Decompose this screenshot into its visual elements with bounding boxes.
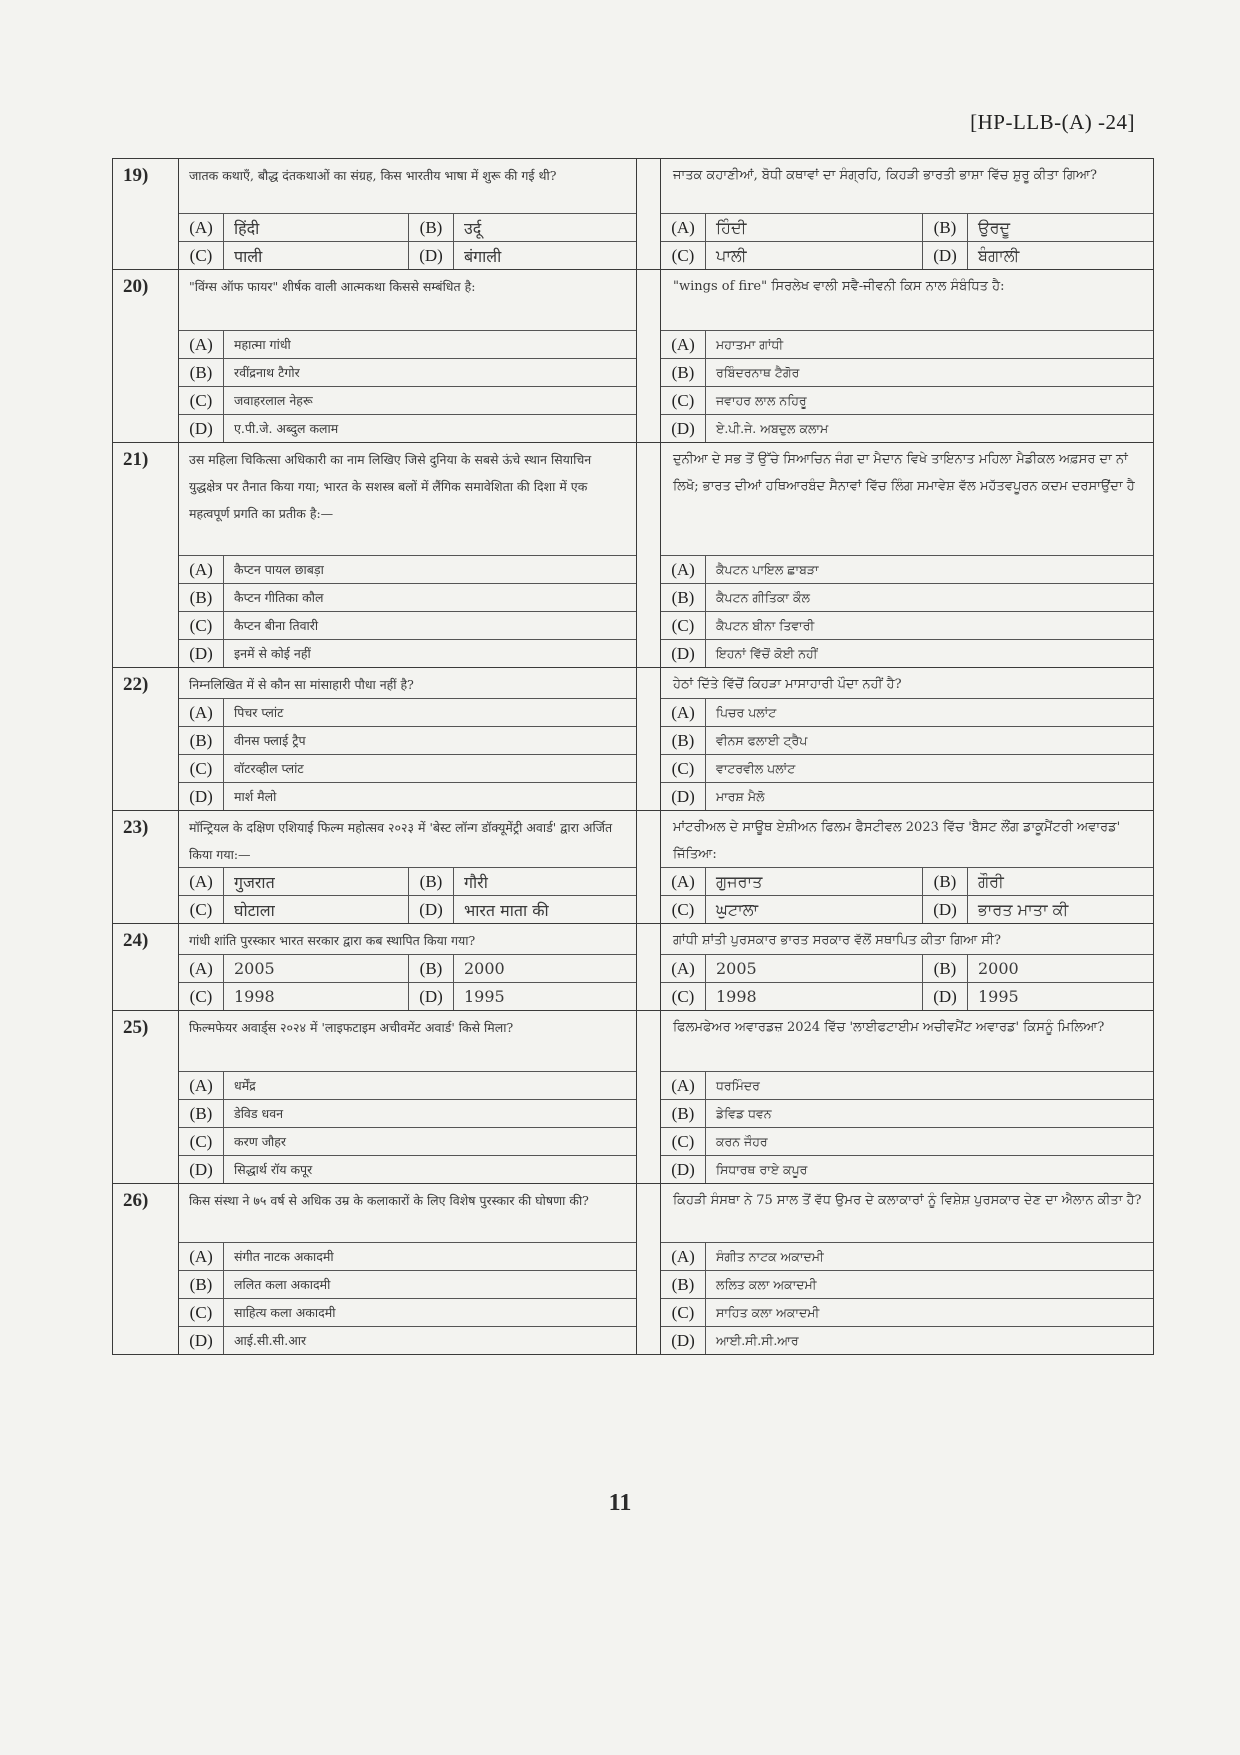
hindi-column bbox=[179, 1184, 637, 1354]
option bbox=[409, 214, 636, 241]
option-text: वीनस फ्लाई ट्रैप bbox=[234, 733, 306, 748]
option bbox=[923, 214, 1153, 241]
option bbox=[923, 242, 1153, 269]
question-number: 25) bbox=[113, 1011, 179, 1183]
option-letter: (C) bbox=[661, 755, 706, 782]
option-text: कैप्टन पायल छाबड़ा bbox=[234, 562, 324, 577]
column-gap bbox=[637, 1184, 661, 1354]
option bbox=[179, 1271, 636, 1299]
option bbox=[661, 955, 923, 982]
option-letter: (D) bbox=[923, 242, 968, 269]
option-text: ਬੰਗਾਲੀ bbox=[978, 245, 1020, 265]
punjabi-column bbox=[661, 159, 1153, 269]
option bbox=[661, 584, 1153, 612]
question-row bbox=[113, 443, 1153, 668]
option-letter: (D) bbox=[179, 415, 224, 442]
hindi-column bbox=[179, 811, 637, 923]
option-text: डेविड धवन bbox=[234, 1106, 284, 1121]
option bbox=[923, 896, 1153, 923]
option-text: गुजरात bbox=[234, 872, 275, 892]
options bbox=[179, 330, 636, 442]
option-letter: (D) bbox=[923, 983, 968, 1010]
option-letter: (B) bbox=[923, 214, 968, 241]
option-text: ललित कला अकादमी bbox=[234, 1277, 331, 1292]
option-letter: (B) bbox=[661, 1271, 706, 1298]
option-pair bbox=[179, 868, 636, 896]
option-letter: (C) bbox=[661, 896, 706, 923]
option-text: ਵਾਟਰਵੀਲ ਪਲਾਂਟ bbox=[716, 760, 796, 776]
option-text: ए.पी.जे. अब्दुल कलाम bbox=[234, 421, 339, 436]
punjabi-column bbox=[661, 270, 1153, 442]
option bbox=[661, 868, 923, 895]
option bbox=[409, 983, 636, 1010]
option-text: उर्दू bbox=[464, 218, 482, 238]
options bbox=[179, 698, 636, 810]
punjabi-column bbox=[661, 1184, 1153, 1354]
options bbox=[661, 954, 1153, 1010]
option-letter: (C) bbox=[179, 1128, 224, 1155]
option bbox=[923, 868, 1153, 895]
option bbox=[179, 584, 636, 612]
option bbox=[661, 1156, 1153, 1183]
option-text: ਸਾਹਿਤ ਕਲਾ ਅਕਾਦਮੀ bbox=[716, 1304, 820, 1320]
question-text-punjabi: ਫਿਲਮਫੇਅਰ ਅਵਾਰਡਜ਼ 2024 ਵਿੱਚ 'ਲਾਈਫਟਾਈਮ ਅਚੀਵਮੈਂਟ ਅਵਾਰਡ' ਕਿਸਨੂੰ ਮਿਲਿਆ? bbox=[673, 1020, 1105, 1035]
options bbox=[661, 698, 1153, 810]
option bbox=[179, 1128, 636, 1156]
option bbox=[661, 1299, 1153, 1327]
option-letter: (C) bbox=[179, 983, 224, 1010]
option bbox=[179, 359, 636, 387]
option bbox=[179, 242, 409, 269]
option bbox=[179, 1299, 636, 1327]
option bbox=[179, 755, 636, 783]
option-letter: (B) bbox=[661, 584, 706, 611]
option-pair bbox=[661, 242, 1153, 269]
option bbox=[661, 387, 1153, 415]
option-letter: (A) bbox=[661, 955, 706, 982]
option-letter: (D) bbox=[179, 783, 224, 810]
options bbox=[661, 330, 1153, 442]
option-letter: (A) bbox=[661, 868, 706, 895]
question-row bbox=[113, 1011, 1153, 1184]
option-text: ਮਾਰਸ਼ ਮੈਲੋ bbox=[716, 788, 765, 804]
option-letter: (A) bbox=[661, 699, 706, 726]
option-text: ਭਾਰਤ ਮਾਤਾ ਕੀ bbox=[978, 899, 1069, 919]
question-text-hindi: उस महिला चिकित्सा अधिकारी का नाम लिखिए जिसे दुनिया के सबसे ऊंचे स्थान सियाचिन युद्धक्षेत्र पर तैनात किया गया; भारत के सशस्त्र बलों में लैंगिक समावेशिता की दिशा में एक महत्वपूर्ण प्रगति का प्रतीक है:— bbox=[189, 452, 592, 521]
option bbox=[179, 783, 636, 810]
option-letter: (B) bbox=[661, 359, 706, 386]
option-letter: (D) bbox=[179, 1156, 224, 1183]
option bbox=[661, 331, 1153, 359]
option-letter: (D) bbox=[661, 1327, 706, 1354]
punjabi-column bbox=[661, 668, 1153, 810]
option-text: ਉਰਦੂ bbox=[978, 217, 1011, 237]
option-letter: (A) bbox=[179, 1072, 224, 1099]
option bbox=[661, 896, 923, 923]
column-gap bbox=[637, 270, 661, 442]
option-text: घोटाला bbox=[234, 900, 275, 920]
option-letter: (D) bbox=[179, 640, 224, 667]
option bbox=[179, 640, 636, 667]
option-pair bbox=[661, 868, 1153, 896]
column-gap bbox=[637, 924, 661, 1010]
option bbox=[179, 955, 409, 982]
option-letter: (B) bbox=[179, 359, 224, 386]
option-letter: (C) bbox=[661, 242, 706, 269]
option-text: साहित्य कला अकादमी bbox=[234, 1305, 336, 1320]
option-text: पिचर प्लांट bbox=[234, 705, 284, 720]
option-text: ਸੰਗੀਤ ਨਾਟਕ ਅਕਾਦਮੀ bbox=[716, 1248, 824, 1264]
option bbox=[661, 359, 1153, 387]
question-row bbox=[113, 668, 1153, 811]
option bbox=[179, 214, 409, 241]
option-text: ਏ.ਪੀ.ਜੇ. ਅਬਦੁਲ ਕਲਾਮ bbox=[716, 420, 829, 436]
option-letter: (C) bbox=[661, 1299, 706, 1326]
question-number: 26) bbox=[113, 1184, 179, 1354]
option-text: ਕਰਨ ਜੌਹਰ bbox=[716, 1133, 768, 1149]
option-letter: (B) bbox=[179, 1100, 224, 1127]
option bbox=[661, 415, 1153, 442]
option bbox=[179, 1072, 636, 1100]
option bbox=[923, 955, 1153, 982]
question-text-punjabi: ਕਿਹੜੀ ਸੰਸਥਾ ਨੇ 75 ਸਾਲ ਤੋਂ ਵੱਧ ਉਮਰ ਦੇ ਕਲਾਕਾਰਾਂ ਨੂੰ ਵਿਸ਼ੇਸ਼ ਪੁਰਸਕਾਰ ਦੇਣ ਦਾ ਐਲਾਨ ਕੀਤਾ ਹੈ? bbox=[673, 1193, 1142, 1208]
option-text: 1995 bbox=[464, 987, 505, 1006]
option-text: इनमें से कोई नहीं bbox=[234, 646, 311, 661]
option-letter: (B) bbox=[409, 868, 454, 895]
option bbox=[661, 727, 1153, 755]
option-letter: (C) bbox=[661, 387, 706, 414]
option-pair bbox=[661, 896, 1153, 923]
option-letter: (D) bbox=[409, 242, 454, 269]
question-table bbox=[112, 158, 1154, 1355]
column-gap bbox=[637, 668, 661, 810]
option-letter: (A) bbox=[179, 331, 224, 358]
punjabi-column bbox=[661, 443, 1153, 667]
hindi-column bbox=[179, 924, 637, 1010]
column-gap bbox=[637, 159, 661, 269]
option bbox=[661, 640, 1153, 667]
option bbox=[661, 1243, 1153, 1271]
option bbox=[409, 955, 636, 982]
option-letter: (C) bbox=[661, 1128, 706, 1155]
option-text: 1998 bbox=[234, 987, 275, 1006]
option bbox=[179, 331, 636, 359]
question-row bbox=[113, 1184, 1153, 1354]
option-pair bbox=[179, 896, 636, 923]
option bbox=[661, 612, 1153, 640]
question-number: 24) bbox=[113, 924, 179, 1010]
question-text-hindi: निम्नलिखित में से कौन सा मांसाहारी पौधा नहीं है? bbox=[189, 677, 414, 692]
options bbox=[179, 954, 636, 1010]
options bbox=[661, 1071, 1153, 1183]
options bbox=[661, 213, 1153, 269]
option bbox=[179, 1327, 636, 1354]
question-row bbox=[113, 159, 1153, 270]
option bbox=[661, 699, 1153, 727]
question-text-hindi: गांधी शांति पुरस्कार भारत सरकार द्वारा कब स्थापित किया गया? bbox=[189, 933, 476, 948]
option bbox=[661, 1072, 1153, 1100]
options bbox=[179, 555, 636, 667]
options bbox=[179, 867, 636, 923]
option-text: पाली bbox=[234, 246, 263, 266]
option-letter: (A) bbox=[179, 868, 224, 895]
option-letter: (C) bbox=[661, 983, 706, 1010]
option bbox=[409, 868, 636, 895]
option-letter: (B) bbox=[923, 955, 968, 982]
option-text: ਰਬਿੰਦਰਨਾਥ ਟੈਗੋਰ bbox=[716, 364, 800, 380]
option-text: ਗੌਰੀ bbox=[978, 871, 1004, 891]
option bbox=[179, 1156, 636, 1183]
option-text: ਕੈਪਟਨ ਬੀਨਾ ਤਿਵਾਰੀ bbox=[716, 617, 815, 633]
option-text: ਹਿੰਦੀ bbox=[716, 217, 747, 237]
options bbox=[179, 1071, 636, 1183]
option-letter: (A) bbox=[179, 1243, 224, 1270]
option-letter: (A) bbox=[179, 955, 224, 982]
option-text: ਘੁਟਾਲਾ bbox=[716, 899, 759, 919]
option-text: धर्मेंद्र bbox=[234, 1078, 256, 1093]
option-text: ਪਿਚਰ ਪਲਾਂਟ bbox=[716, 704, 777, 720]
punjabi-column bbox=[661, 1011, 1153, 1183]
question-number: 22) bbox=[113, 668, 179, 810]
hindi-column bbox=[179, 270, 637, 442]
option-pair bbox=[661, 983, 1153, 1010]
question-number: 19) bbox=[113, 159, 179, 269]
option-text: गौरी bbox=[464, 872, 488, 892]
option-letter: (A) bbox=[179, 556, 224, 583]
options bbox=[179, 213, 636, 269]
option-pair bbox=[179, 242, 636, 269]
option-text: करण जौहर bbox=[234, 1134, 286, 1149]
option-text: ਆਈ.ਸੀ.ਸੀ.ਆਰ bbox=[716, 1332, 799, 1348]
option-text: भारत माता की bbox=[464, 900, 549, 920]
option-text: मार्श मैलो bbox=[234, 789, 277, 804]
option-letter: (D) bbox=[661, 783, 706, 810]
hindi-column bbox=[179, 159, 637, 269]
option-text: ਮਹਾਤਮਾ ਗਾਂਧੀ bbox=[716, 336, 784, 352]
option bbox=[661, 783, 1153, 810]
option-text: 2000 bbox=[464, 959, 505, 978]
option-letter: (B) bbox=[179, 584, 224, 611]
option-letter: (A) bbox=[661, 556, 706, 583]
option bbox=[661, 1128, 1153, 1156]
option bbox=[179, 1100, 636, 1128]
option-pair bbox=[661, 214, 1153, 242]
option bbox=[661, 983, 923, 1010]
column-gap bbox=[637, 811, 661, 923]
option-text: 1998 bbox=[716, 987, 757, 1006]
options bbox=[661, 555, 1153, 667]
option-text: संगीत नाटक अकादमी bbox=[234, 1249, 334, 1264]
option-letter: (A) bbox=[661, 1072, 706, 1099]
option-letter: (D) bbox=[409, 896, 454, 923]
option-pair bbox=[179, 983, 636, 1010]
option-pair bbox=[661, 955, 1153, 983]
question-text-hindi: फिल्मफेयर अवार्ड्स २०२४ में 'लाइफटाइम अचीवमेंट अवार्ड' किसे मिला? bbox=[189, 1020, 514, 1035]
question-text-punjabi: ਗਾਂਧੀ ਸ਼ਾਂਤੀ ਪੁਰਸਕਾਰ ਭਾਰਤ ਸਰਕਾਰ ਵੱਲੋਂ ਸਥਾਪਿਤ ਕੀਤਾ ਗਿਆ ਸੀ? bbox=[673, 933, 1001, 948]
option-letter: (C) bbox=[179, 612, 224, 639]
option-letter: (B) bbox=[661, 1100, 706, 1127]
question-text-punjabi: "wings of fire" ਸਿਰਲੇਖ ਵਾਲੀ ਸਵੈ-ਜੀਵਨੀ ਕਿਸ ਨਾਲ ਸੰਬੰਧਿਤ ਹੈ: bbox=[673, 279, 1005, 294]
option bbox=[179, 612, 636, 640]
punjabi-column bbox=[661, 811, 1153, 923]
option-letter: (B) bbox=[179, 1271, 224, 1298]
option-letter: (C) bbox=[179, 755, 224, 782]
option-text: ਸਿਧਾਰਥ ਰਾਏ ਕਪੂਰ bbox=[716, 1161, 808, 1177]
page-number: 11 bbox=[608, 1490, 632, 1516]
option-text: ਡੇਵਿਡ ਧਵਨ bbox=[716, 1105, 772, 1121]
column-gap bbox=[637, 1011, 661, 1183]
option-letter: (D) bbox=[179, 1327, 224, 1354]
option-text: कैप्टन गीतिका कौल bbox=[234, 590, 324, 605]
option-text: ਜਵਾਹਰ ਲਾਲ ਨਹਿਰੂ bbox=[716, 392, 807, 408]
question-row bbox=[113, 924, 1153, 1011]
option bbox=[923, 983, 1153, 1010]
option bbox=[179, 727, 636, 755]
question-number: 20) bbox=[113, 270, 179, 442]
option-letter: (C) bbox=[179, 387, 224, 414]
option-letter: (A) bbox=[179, 699, 224, 726]
question-number: 23) bbox=[113, 811, 179, 923]
hindi-column bbox=[179, 1011, 637, 1183]
option-letter: (A) bbox=[661, 1243, 706, 1270]
option-text: ਕੈਪਟਨ ਪਾਇਲ ਛਾਬੜਾ bbox=[716, 561, 819, 577]
question-text-punjabi: ਹੇਠਾਂ ਦਿੱਤੇ ਵਿੱਚੋਂ ਕਿਹੜਾ ਮਾਸਾਹਾਰੀ ਪੌਦਾ ਨਹੀਂ ਹੈ? bbox=[673, 677, 902, 692]
option-text: ਲਲਿਤ ਕਲਾ ਅਕਾਦਮੀ bbox=[716, 1276, 817, 1292]
question-text-punjabi: ਦੁਨੀਆ ਦੇ ਸਭ ਤੋਂ ਉੱਚੇ ਸਿਆਚਿਨ ਜੰਗ ਦਾ ਮੈਦਾਨ ਵਿਖੇ ਤਾਇਨਾਤ ਮਹਿਲਾ ਮੈਡੀਕਲ ਅਫ਼ਸਰ ਦਾ ਨਾਂ ਲਿਖੋ; ਭਾਰਤ ਦੀਆਂ ਹਥਿਆਰਬੰਦ ਸੈਨਾਵਾਂ ਵਿੱਚ ਲਿੰਗ ਸਮਾਵੇਸ਼ ਵੱਲ ਮਹੱਤਵਪੂਰਨ ਕਦਮ ਦਰਸਾਉਂਦਾ ਹੈ bbox=[673, 452, 1135, 494]
option bbox=[661, 1100, 1153, 1128]
option-letter: (D) bbox=[661, 415, 706, 442]
options bbox=[661, 1242, 1153, 1354]
option-text: कैप्टन बीना तिवारी bbox=[234, 618, 319, 633]
punjabi-column bbox=[661, 924, 1153, 1010]
option-text: जवाहरलाल नेहरू bbox=[234, 393, 313, 408]
option-text: ਇਹਨਾਂ ਵਿੱਚੋਂ ਕੋਈ ਨਹੀਂ bbox=[716, 645, 818, 661]
question-text-punjabi: ਜਾਤਕ ਕਹਾਣੀਆਂ, ਬੋਧੀ ਕਥਾਵਾਂ ਦਾ ਸੰਗ੍ਰਹਿ, ਕਿਹੜੀ ਭਾਰਤੀ ਭਾਸ਼ਾ ਵਿੱਚ ਸ਼ੁਰੂ ਕੀਤਾ ਗਿਆ? bbox=[673, 168, 1097, 183]
option bbox=[179, 415, 636, 442]
option-text: ਕੈਪਟਨ ਗੀਤਿਕਾ ਕੌਲ bbox=[716, 589, 810, 605]
options bbox=[179, 1242, 636, 1354]
option-letter: (C) bbox=[179, 896, 224, 923]
question-text-hindi: मॉन्ट्रियल के दक्षिण एशियाई फिल्म महोत्सव २०२३ में 'बेस्ट लॉन्ग डॉक्यूमेंट्री अवार्ड' द्वारा अर्जित किया गया:— bbox=[189, 820, 613, 862]
question-text-hindi: किस संस्था ने ७५ वर्ष से अधिक उम्र के कलाकारों के लिए विशेष पुरस्कार की घोषणा की? bbox=[189, 1193, 589, 1208]
option bbox=[661, 1327, 1153, 1354]
option-text: 2005 bbox=[234, 959, 275, 978]
option-pair bbox=[179, 955, 636, 983]
option-letter: (A) bbox=[661, 331, 706, 358]
question-row bbox=[113, 270, 1153, 443]
column-gap bbox=[637, 443, 661, 667]
option-letter: (D) bbox=[923, 896, 968, 923]
option bbox=[179, 983, 409, 1010]
option bbox=[409, 242, 636, 269]
question-text-punjabi: ਮਾਂਟਰੀਅਲ ਦੇ ਸਾਊਥ ਏਸ਼ੀਅਨ ਫਿਲਮ ਫੈਸਟੀਵਲ 2023 ਵਿੱਚ 'ਬੈਸਟ ਲੌਂਗ ਡਾਕੂਮੈਂਟਰੀ ਅਵਾਰਡ' ਜਿੱਤਿਆ: bbox=[673, 820, 1121, 862]
option-letter: (C) bbox=[179, 1299, 224, 1326]
question-text-hindi: "विंग्स ऑफ फायर" शीर्षक वाली आत्मकथा किससे सम्बंधित है: bbox=[189, 279, 476, 294]
option bbox=[179, 868, 409, 895]
option-letter: (A) bbox=[179, 214, 224, 241]
option-letter: (B) bbox=[409, 214, 454, 241]
paper-code: [HP-LLB-(A) -24] bbox=[970, 110, 1135, 134]
option-text: ਪਾਲੀ bbox=[716, 245, 747, 265]
option-text: रवींद्रनाथ टैगोर bbox=[234, 365, 300, 380]
option-text: 1995 bbox=[978, 987, 1019, 1006]
option bbox=[179, 896, 409, 923]
option bbox=[661, 242, 923, 269]
option bbox=[179, 556, 636, 584]
option-letter: (D) bbox=[661, 640, 706, 667]
hindi-column bbox=[179, 668, 637, 810]
option-text: ਧਰਮਿੰਦਰ bbox=[716, 1077, 760, 1093]
option-pair bbox=[179, 214, 636, 242]
option-text: ਵੀਨਸ ਫਲਾਈ ਟ੍ਰੈਪ bbox=[716, 732, 808, 748]
option-letter: (C) bbox=[179, 242, 224, 269]
option-text: 2000 bbox=[978, 959, 1019, 978]
option bbox=[409, 896, 636, 923]
option bbox=[661, 556, 1153, 584]
option bbox=[661, 1271, 1153, 1299]
question-text-hindi: जातक कथाएँ, बौद्ध दंतकथाओं का संग्रह, किस भारतीय भाषा में शुरू की गई थी? bbox=[189, 168, 557, 183]
option bbox=[179, 1243, 636, 1271]
option-letter: (D) bbox=[661, 1156, 706, 1183]
hindi-column bbox=[179, 443, 637, 667]
option bbox=[179, 699, 636, 727]
option-text: महात्मा गांधी bbox=[234, 337, 291, 352]
option-text: ਗੁਜਰਾਤ bbox=[716, 871, 763, 891]
option bbox=[661, 214, 923, 241]
option-letter: (A) bbox=[661, 214, 706, 241]
option-text: आई.सी.सी.आर bbox=[234, 1333, 307, 1348]
question-number: 21) bbox=[113, 443, 179, 667]
question-row bbox=[113, 811, 1153, 924]
option-letter: (C) bbox=[661, 612, 706, 639]
option-text: वॉटरव्हील प्लांट bbox=[234, 761, 304, 776]
option-text: बंगाली bbox=[464, 246, 502, 266]
option-text: 2005 bbox=[716, 959, 757, 978]
options bbox=[661, 867, 1153, 923]
option bbox=[661, 755, 1153, 783]
option bbox=[179, 387, 636, 415]
option-letter: (B) bbox=[179, 727, 224, 754]
option-text: सिद्धार्थ रॉय कपूर bbox=[234, 1162, 313, 1177]
option-letter: (D) bbox=[409, 983, 454, 1010]
option-letter: (B) bbox=[661, 727, 706, 754]
option-text: हिंदी bbox=[234, 218, 260, 238]
option-letter: (B) bbox=[923, 868, 968, 895]
option-letter: (B) bbox=[409, 955, 454, 982]
